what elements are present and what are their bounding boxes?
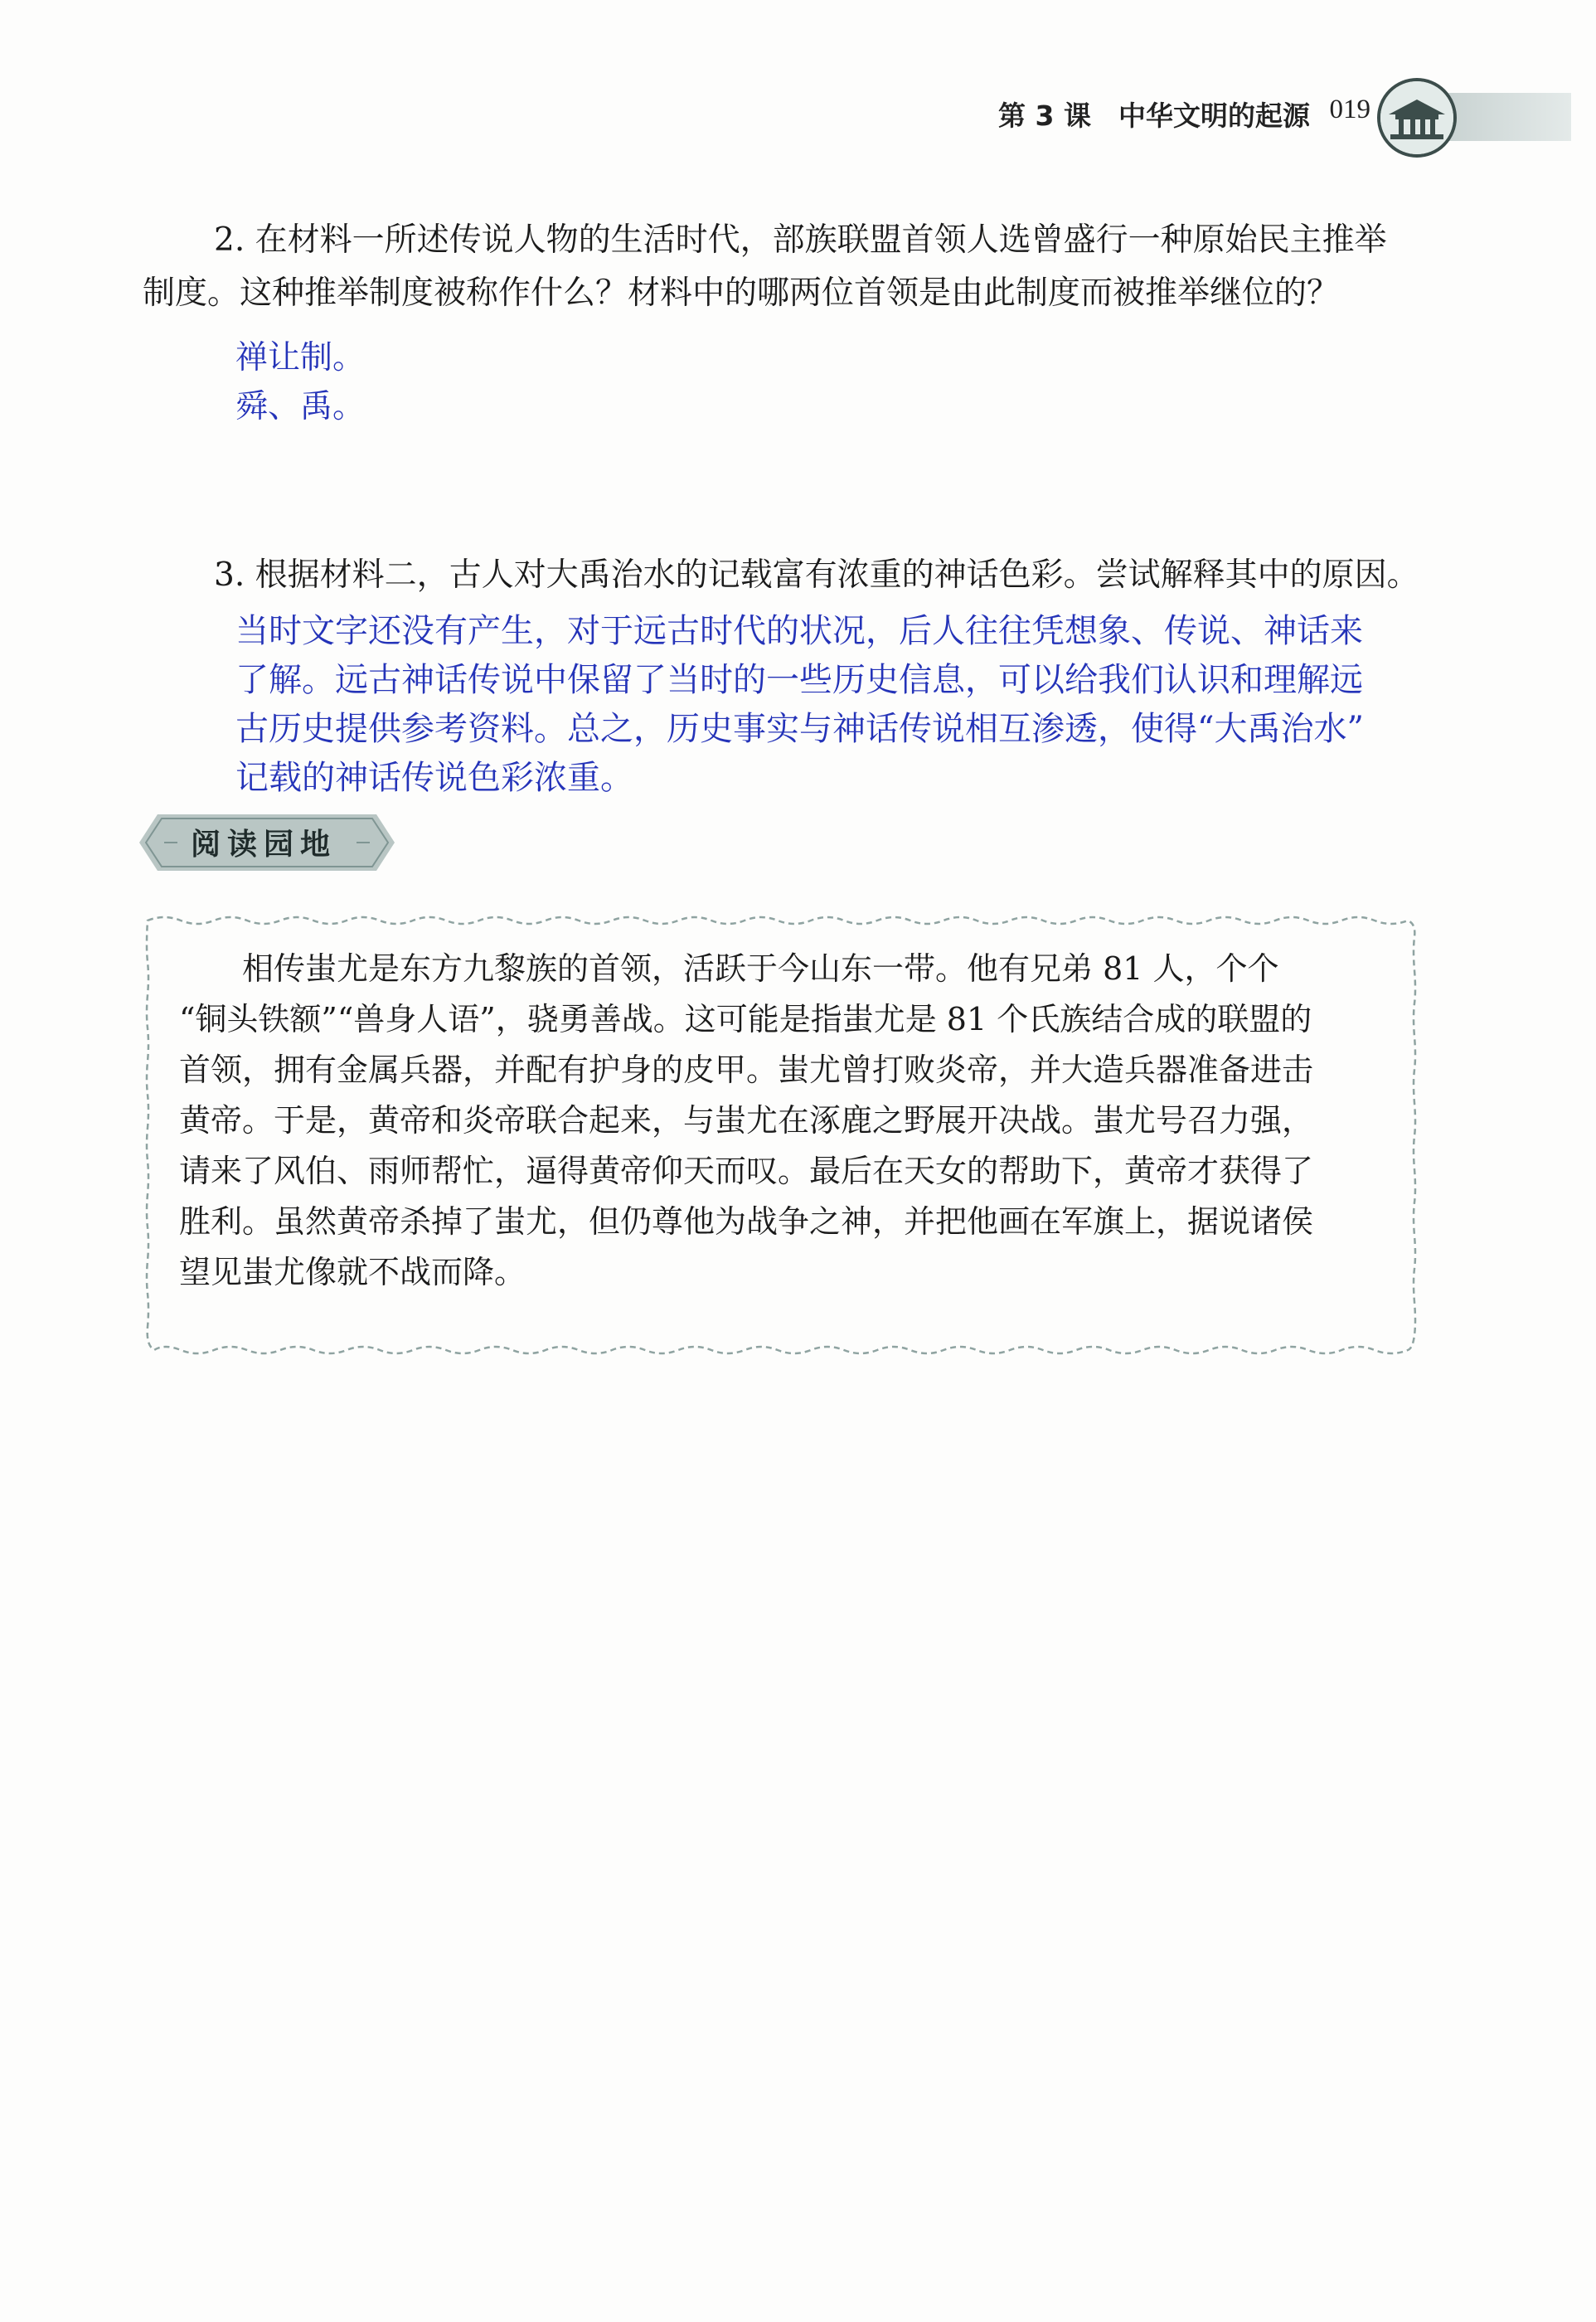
page-header <box>759 83 1596 149</box>
question-3 <box>143 549 1436 602</box>
palace-emblem-icon <box>1377 78 1457 158</box>
passage-line: 黄帝。于是，黄帝和炎帝联合起来，与蚩尤在涿鹿之野展开决战。蚩尤号召力强， <box>179 1102 1314 1139</box>
reading-section-banner <box>139 814 395 871</box>
question-3-line-1: 3. 根据材料二，古人对大禹治水的记载富有浓重的神话色彩。尝试解释其中的原因。 <box>214 556 1419 594</box>
passage-line: “铜头铁额”“兽身人语”，骁勇善战。这可能是指蚩尤是 81 个氏族结合成的联盟的 <box>179 1001 1312 1037</box>
reading-section-label: 阅读园地 <box>191 828 337 862</box>
lesson-title: 第 3 课 中华文明的起源 <box>998 100 1310 132</box>
question-2-answer <box>235 333 1429 431</box>
passage-line: 请来了风伯、雨师帮忙，逼得黄帝仰天而叹。最后在天女的帮助下，黄帝才获得了 <box>179 1153 1314 1189</box>
question-3-answer <box>235 607 1433 803</box>
passage-line: 首领，拥有金属兵器，并配有护身的皮甲。蚩尤曾打败炎帝，并大造兵器准备进击 <box>179 1052 1314 1088</box>
answer-line: 舜、禹。 <box>235 388 366 425</box>
answer-line: 记载的神话传说色彩浓重。 <box>235 759 633 797</box>
passage-line: 胜利。虽然黄帝杀掉了蚩尤，但仍尊他为战争之神，并把他画在军旗上，据说诸侯 <box>179 1203 1314 1240</box>
answer-line: 了解。远古神话传说中保留了当时的一些历史信息，可以给我们认识和理解远 <box>235 661 1363 699</box>
question-2 <box>143 214 1436 320</box>
passage-line: 望见蚩尤像就不战而降。 <box>179 1254 526 1290</box>
answer-line: 当时文字还没有产生，对于远古时代的状况，后人往往凭想象、传说、神话来 <box>235 612 1363 650</box>
question-2-line-1: 2. 在材料一所述传说人物的生活时代，部族联盟首领人选曾盛行一种原始民主推举 <box>214 221 1387 259</box>
header-decor-band <box>1447 93 1571 141</box>
page-number: 019 <box>1329 95 1370 124</box>
reading-box <box>139 912 1423 1358</box>
question-2-line-2: 制度。这种推举制度被称作什么？材料中的哪两位首领是由此制度而被推举继位的？ <box>143 274 1340 312</box>
reading-passage <box>179 944 1390 1298</box>
answer-line: 禅让制。 <box>235 339 366 376</box>
passage-line: 相传蚩尤是东方九黎族的首领，活跃于今山东一带。他有兄弟 81 人，个个 <box>179 950 1279 987</box>
answer-line: 古历史提供参考资料。总之，历史事实与神话传说相互渗透，使得“大禹治水” <box>235 710 1364 748</box>
